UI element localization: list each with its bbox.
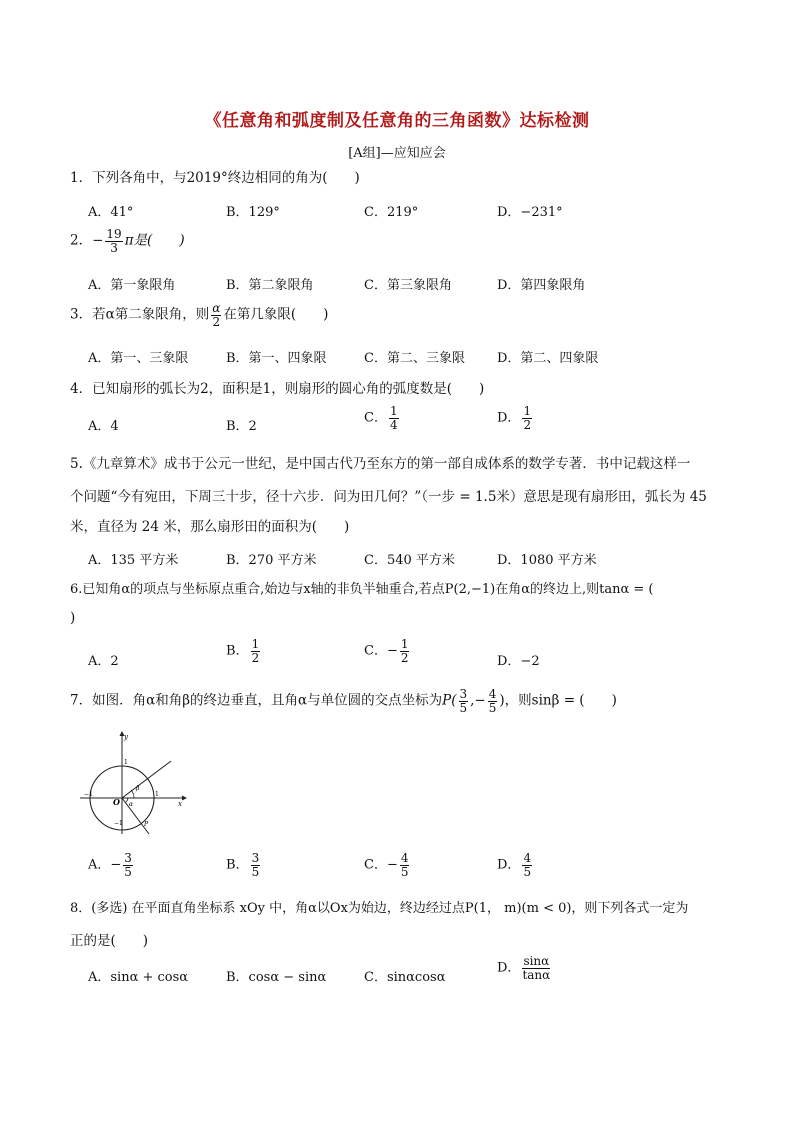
x-label: x <box>178 800 182 808</box>
q3-post: 在第几象限( ) <box>223 306 329 323</box>
section-subtitle: [A组]—应知应会 <box>348 146 446 161</box>
q7-option-b <box>226 852 262 878</box>
q7-option-d-fraction <box>522 852 532 878</box>
q7-option-a-fraction <box>123 852 133 878</box>
q3-fraction <box>211 302 221 328</box>
q7-option-b-label: B． <box>226 857 249 873</box>
q7-frac-2 <box>488 688 498 714</box>
q8-option-d <box>497 955 552 981</box>
tick-1-right: 1 <box>155 791 159 798</box>
question-6-line-2: ) <box>70 610 76 626</box>
q2-fraction-num: 19 <box>106 227 122 241</box>
q7-option-a-label: A．− <box>88 857 122 873</box>
beta-label: β <box>136 785 140 792</box>
q1-option-d: D．−231° <box>497 205 563 220</box>
q7-post: )，则sinβ = ( ) <box>499 692 617 709</box>
q4-option-c-fraction <box>389 405 399 431</box>
y-label: y <box>124 733 128 741</box>
question-5-line-3: 米，直径为 24 米，那么扇形田的面积为( ) <box>70 519 350 535</box>
q2-number: 2． <box>70 232 93 249</box>
q7-frac-2-num: 4 <box>488 687 497 701</box>
question-8-line-2: 正的是( ) <box>70 933 149 949</box>
q5-option-c: C．540 平方米 <box>364 553 455 568</box>
q5-option-a: A．135 平方米 <box>88 553 179 568</box>
q2-minus: − <box>92 232 104 249</box>
q1-option-b: B．129° <box>226 205 280 220</box>
q3-fraction-num: α <box>212 301 221 315</box>
alpha-arc <box>126 798 128 802</box>
q3-option-a: A．第一、三象限 <box>88 351 189 366</box>
q2-fraction-den: 3 <box>110 240 118 255</box>
q7-frac-1-den: 5 <box>459 700 468 715</box>
q7-option-a <box>88 852 135 878</box>
q7-point: P( <box>442 692 457 709</box>
tick-neg1-bottom: −1 <box>114 820 123 827</box>
q4-option-d-fraction <box>522 405 532 431</box>
point-p-label: P <box>144 821 149 828</box>
x-axis-arrow <box>182 796 187 801</box>
q7-option-c-label: C．− <box>364 857 398 873</box>
q8-option-b: B．cosα − sinα <box>226 970 327 985</box>
q1-option-a: A．41° <box>88 205 134 220</box>
q7-b-num: 3 <box>251 851 260 865</box>
q7-c-den: 5 <box>400 864 409 879</box>
q6-option-b-fraction <box>251 638 261 664</box>
q3-fraction-den: 2 <box>212 314 221 329</box>
q2-option-a: A．第一象限角 <box>88 278 176 293</box>
q6-option-d: D．−2 <box>497 654 540 669</box>
q3-option-b: B．第一、四象限 <box>226 351 327 366</box>
q7-frac-2-den: 5 <box>488 700 497 715</box>
question-7-stem <box>70 688 617 714</box>
q2-option-b: B．第二象限角 <box>226 278 314 293</box>
q8-d-den: tanα <box>522 967 551 982</box>
q7-option-b-fraction <box>251 852 261 878</box>
question-2-stem <box>70 228 185 254</box>
page-title: 《任意角和弧度制及任意角的三角函数》达标检测 <box>204 111 590 131</box>
q3-pre: 3．若α第二象限角，则 <box>70 306 210 323</box>
q7-frac-1-num: 3 <box>459 687 468 701</box>
unit-circle-figure <box>78 730 188 835</box>
q8-option-a: A．sinα + cosα <box>88 970 189 985</box>
q4-option-c-label: C． <box>364 410 387 426</box>
origin-label: O <box>113 797 120 807</box>
q6-b-den: 2 <box>251 650 260 665</box>
q8-d-num: sinα <box>523 954 550 968</box>
alpha-label: α <box>129 801 134 808</box>
q7-option-c <box>364 852 411 878</box>
q4-option-c <box>364 405 401 431</box>
q7-option-d <box>497 852 534 878</box>
q7-d-num: 4 <box>523 851 532 865</box>
q8-option-d-fraction <box>522 955 550 981</box>
question-4-stem: 4．已知扇形的弧长为2，面积是1，则扇形的圆心角的弧度数是( ) <box>70 381 485 397</box>
q2-post: π是( ) <box>124 232 185 249</box>
q8-option-c: C．sinαcosα <box>364 970 446 985</box>
q7-option-c-fraction <box>400 852 410 878</box>
q2-option-d: D．第四象限角 <box>497 278 586 293</box>
q6-option-c-fraction <box>400 638 410 664</box>
tick-neg1-left: −1 <box>84 791 93 798</box>
q7-option-d-label: D． <box>497 857 521 873</box>
q7-a-den: 5 <box>124 864 132 879</box>
q6-option-c <box>364 638 411 664</box>
q3-option-d: D．第二、四象限 <box>497 351 599 366</box>
q4-c-num: 1 <box>389 404 398 418</box>
q2-option-c: C．第三象限角 <box>364 278 452 293</box>
question-1-stem: 1．下列各角中，与2019°终边相同的角为( ) <box>70 170 360 186</box>
question-5-line-2: 个问题“今有宛田，下周三十步，径十六步．问为田几何？”（一步 = 1.5米）意思是现有扇形田，弧长为 45 <box>70 489 707 505</box>
q6-option-b-label: B． <box>226 643 249 659</box>
q1-option-c: C．219° <box>364 205 419 220</box>
q6-b-num: 1 <box>251 637 260 651</box>
q6-option-c-label: C．− <box>364 643 398 659</box>
alpha-terminal-side <box>122 798 149 834</box>
q7-c-num: 4 <box>400 851 409 865</box>
q8-option-d-label: D． <box>497 960 521 976</box>
question-5-line-1: 5.《九章算术》成书于公元一世纪，是中国古代乃至东方的第一部自成体系的数学专著．书中记载这样一 <box>70 456 691 472</box>
q6-c-num: 1 <box>400 637 409 651</box>
q7-b-den: 5 <box>251 864 260 879</box>
q6-option-b <box>226 638 262 664</box>
tick-1-top: 1 <box>124 759 128 766</box>
q6-c-den: 2 <box>400 650 409 665</box>
q7-d-den: 5 <box>523 864 532 879</box>
q7-a-num: 3 <box>124 851 132 865</box>
question-6-line-1: 6.已知角α的项点与坐标原点重合,始边与x轴的非负半轴重合,若点P(2,−1)在角α的终边上,则tanα = ( <box>70 582 654 597</box>
q5-option-b: B．270 平方米 <box>226 553 317 568</box>
q7-pre: 7．如图．角α和角β的终边垂直，且角α与单位圆的交点坐标为 <box>70 692 443 709</box>
question-8-line-1: 8．(多选) 在平面直角坐标系 xOy 中，角α以Ox为始边，终边经过点P(1， m)(m < 0)，则下列各式一定为 <box>70 901 689 916</box>
q6-option-a: A．2 <box>88 654 119 669</box>
q5-option-d: D．1080 平方米 <box>497 553 597 568</box>
q4-option-a: A．4 <box>88 419 119 434</box>
q4-option-b: B．2 <box>226 419 257 434</box>
q4-d-num: 1 <box>523 404 532 418</box>
q7-frac-1 <box>459 688 469 714</box>
q2-fraction <box>105 228 122 254</box>
q4-d-den: 2 <box>523 417 532 432</box>
question-3-stem <box>70 302 328 328</box>
q4-option-d-label: D． <box>497 410 521 426</box>
q3-option-c: C．第二、三象限 <box>364 351 465 366</box>
q7-comma: ,− <box>470 692 486 709</box>
q4-c-den: 4 <box>389 417 398 432</box>
q4-option-d <box>497 405 534 431</box>
